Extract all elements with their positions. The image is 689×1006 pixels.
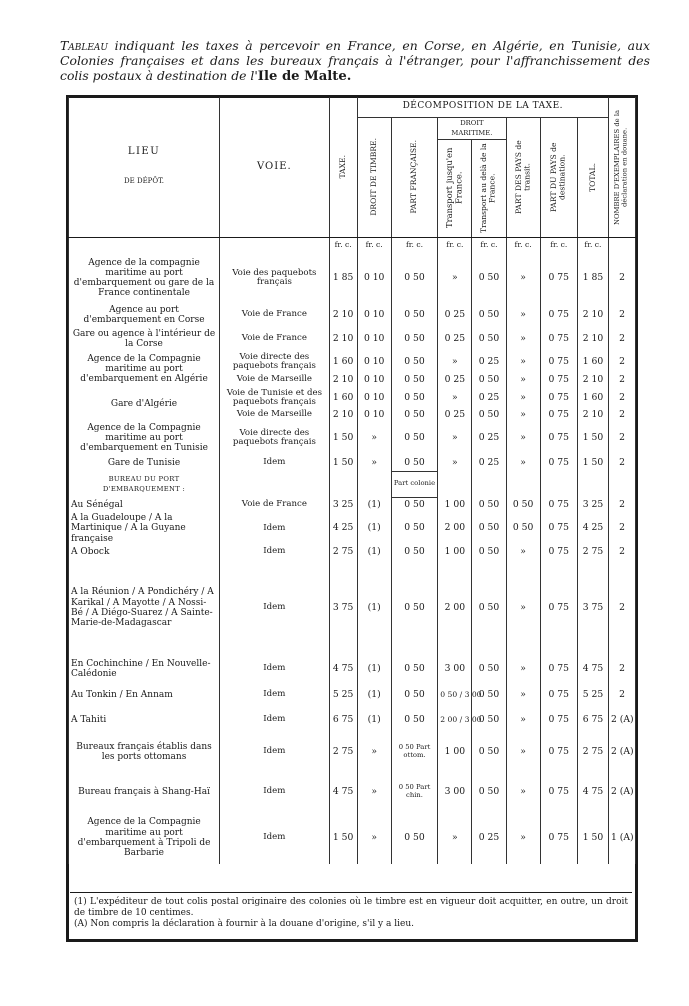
footnote-a: (A) Non compris la déclaration à fournir à la douane d'origine, s'il y a lieu. — [74, 919, 414, 929]
table-row: A la Réunion / A Pondichéry / A Karikal / A Mayotte / A Nossi-Bé / A Diégo-Suarez / A Sainte-Marie-de-Madagascar Idem 3 75 (1) 0 50 2 00 0 50 » 0 75 3 75 2 — [69, 560, 636, 656]
footnote-1: (1) L'expéditeur de tout colis postal originaire des colonies où le timbre est en vigueur doit acquitter, en outre, un droit de timbre de 10 centimes. — [74, 897, 628, 918]
table-row: Au Sénégal Voie de France 3 25 (1) 0 50 1 00 0 50 0 50 0 75 3 25 2 — [69, 497, 636, 513]
table-row: Voie de Marseille 2 10 0 10 0 50 0 25 0 50 » 0 75 2 10 2 — [69, 373, 636, 387]
header-droit-maritime: DROIT MARITIME. — [438, 117, 506, 139]
table-row: En Cochinchine / En Nouvelle-Calédonie Idem 4 75 (1) 0 50 3 00 0 50 » 0 75 4 75 2 — [69, 656, 636, 682]
table-row: Voie de Marseille 2 10 0 10 0 50 0 25 0 50 » 0 75 2 10 2 — [69, 409, 636, 421]
header-part-francaise: PART FRANÇAISE. — [391, 117, 438, 237]
unit-row: fr. c. fr. c. fr. c. fr. c. fr. c. fr. c. fr. c. fr. c. — [69, 237, 636, 253]
table-row: Gare ou agence à l'intérieur de la Corse Voie de France 2 10 0 10 0 50 0 25 0 50 » 0 75 2 10 2 — [69, 327, 636, 351]
header-decomposition: DÉCOMPOSITION DE LA TAXE. — [357, 97, 608, 117]
table-title — [60, 38, 650, 84]
header-total: TOTAL. — [577, 117, 608, 237]
table-row: Gare de Tunisie Idem 1 50 » 0 50 » 0 25 » 0 75 1 50 2 — [69, 455, 636, 471]
header-voie: VOIE. — [220, 97, 330, 237]
tax-table — [68, 97, 636, 864]
header-droit-timbre: DROIT DE TIMBRE. — [357, 117, 391, 237]
table-row: Gare d'Algérie Voie de Tunisie et des paquebots français 1 60 0 10 0 50 » 0 25 » 0 75 1 60 2 — [69, 387, 636, 409]
table-row: Agence de la compagnie maritime au port d'embarquement ou gare de la France continentale Voie des paquebots français 1 85 0 10 0 50 » 0 50 » 0 75 1 85 2 — [69, 253, 636, 303]
header-part-transit: PART DES PAYS de transit. — [506, 117, 540, 237]
table-row: Au Tonkin / En Annam Idem 5 25 (1) 0 50 0 50 / 3 00 0 50 » 0 75 5 25 2 — [69, 682, 636, 708]
title-destination: Ile de Malte. — [257, 69, 352, 84]
header-exemplaires: NOMBRE D'EXEMPLAIRES de la déclaration en douane. — [608, 97, 635, 237]
header-transport-france: Transport jusqu'en France. — [438, 139, 472, 237]
footnotes — [70, 892, 632, 934]
table-row: Agence de la Compagnie maritime au port d'embarquement en Tunisie Voie directe des paquebots français 1 50 » 0 50 » 0 25 » 0 75 1 50 2 — [69, 421, 636, 455]
header-lieu — [69, 97, 220, 237]
table-row: Bureau français à Shang-Haï Idem 4 75 » 0 50 Part chin. 3 00 0 50 » 0 75 4 75 2 (A) — [69, 772, 636, 812]
header-taxe: TAXE. — [329, 97, 357, 237]
section-row: BUREAU DU PORT D'EMBARQUEMENT : Part colonie — [69, 471, 636, 497]
table-row: Agence de la Compagnie maritime au port d'embarquement en Algérie Voie directe des paquebots français 1 60 0 10 0 50 » 0 25 » 0 75 1 60 2 — [69, 351, 636, 373]
table-row: Agence de la Compagnie maritime au port d'embarquement à Tripoli de Barbarie Idem 1 50 » 0 50 » 0 25 » 0 75 1 50 1 (A) — [69, 812, 636, 864]
table-row: A la Guadeloupe / A la Martinique / A la Guyane française Idem 4 25 (1) 0 50 2 00 0 50 0 50 0 75 4 25 2 — [69, 513, 636, 544]
title-lead: Tableau — [60, 38, 109, 53]
table-row: A Obock Idem 2 75 (1) 0 50 1 00 0 50 » 0 75 2 75 2 — [69, 544, 636, 560]
table-row: Bureaux français établis dans les ports ottomans Idem 2 75 » 0 50 Part ottom. 1 00 0 50 » 0 75 2 75 2 (A) — [69, 732, 636, 772]
header-lieu-label: LIEU — [127, 146, 161, 158]
table-row: Agence au port d'embarquement en Corse Voie de France 2 10 0 10 0 50 0 25 0 50 » 0 75 2 10 2 — [69, 303, 636, 327]
table-row: A Tahiti Idem 6 75 (1) 0 50 2 00 / 3 00 0 50 » 0 75 6 75 2 (A) — [69, 708, 636, 732]
title-text: indiquant les taxes à percevoir en France, en Corse, en Algérie, en Tunisie, aux Colonies françaises et dans les bureaux français à l'étranger, pour l'affranchissement des colis postaux à destination de l' — [60, 38, 650, 83]
header-transport-dela: Transport au delà de la France. — [472, 139, 506, 237]
header-part-destination: PART DU PAYS de destination. — [540, 117, 577, 237]
header-lieu-sub: DE DÉPÔT. — [124, 176, 164, 185]
